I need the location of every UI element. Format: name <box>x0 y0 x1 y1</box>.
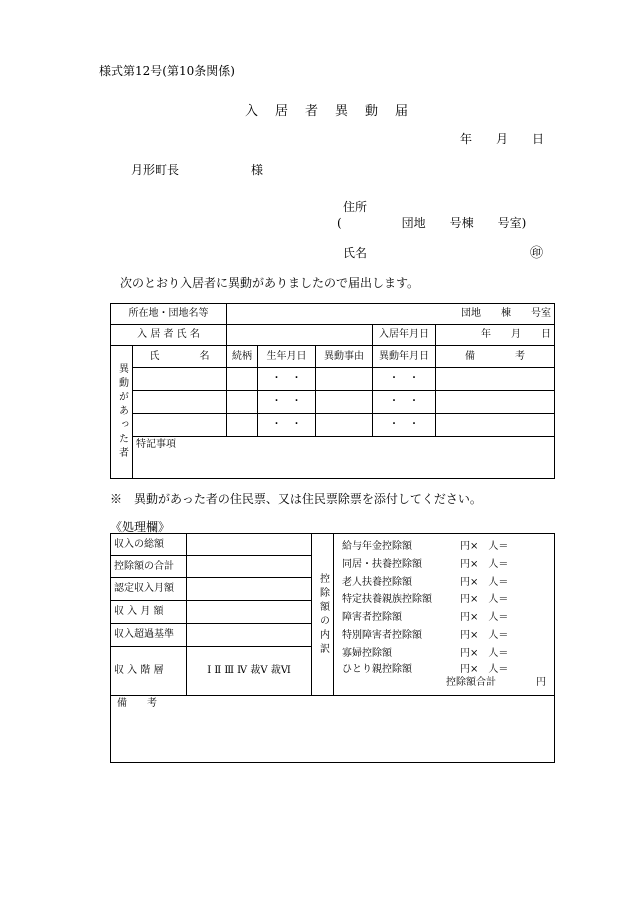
row-reason[interactable] <box>316 391 373 414</box>
deduction-total[interactable]: 控除額合計 円 <box>446 676 546 688</box>
header-name: 氏 名 <box>133 346 227 368</box>
header-remarks: 備 考 <box>436 346 555 368</box>
row-relation[interactable] <box>227 414 258 437</box>
table-row <box>111 368 555 391</box>
list-item <box>342 556 546 574</box>
total-income-label: 収入の総額 <box>111 534 187 556</box>
income-level-options[interactable]: Ⅰ Ⅱ Ⅲ Ⅳ 裁Ⅴ 裁Ⅵ <box>187 647 312 696</box>
address-detail[interactable]: ( 団地 号棟 号室) <box>337 216 527 230</box>
date-field[interactable]: 年 月 日 <box>460 132 545 146</box>
intro-text: 次のとおり入居者に異動がありましたので届出します。 <box>120 276 420 290</box>
income-limit-label: 収入超過基準 <box>111 624 187 647</box>
address-label: 住所 <box>343 200 368 214</box>
location-value[interactable]: 団地 棟 号室 <box>227 304 555 325</box>
table-row <box>111 391 555 414</box>
list-item <box>342 645 546 663</box>
row-change-date[interactable]: ・ ・ <box>373 368 436 391</box>
header-reason: 異動事由 <box>316 346 373 368</box>
changed-persons-label: 異動があった者 <box>111 346 133 479</box>
header-change-date: 異動年月日 <box>373 346 436 368</box>
income-level-label: 収 入 階 層 <box>111 647 187 696</box>
deduction-calc[interactable]: 円× 人＝ <box>460 629 509 641</box>
deduction-calc[interactable]: 円× 人＝ <box>460 541 509 552</box>
resident-name-label: 入 居 者 氏 名 <box>111 325 227 346</box>
move-in-label: 入居年月日 <box>373 325 436 346</box>
row-name[interactable] <box>133 391 227 414</box>
deduction-calc[interactable]: 円× 人＝ <box>460 647 509 659</box>
row-birthdate[interactable]: ・ ・ <box>258 391 316 414</box>
deduction-label: 特別障害者控除額 <box>342 629 422 641</box>
deduction-list <box>334 534 555 696</box>
deduction-total-label: 控除額の合計 <box>111 556 187 578</box>
list-item <box>342 627 546 645</box>
monthly-income-label: 収 入 月 額 <box>111 601 187 624</box>
list-item <box>342 609 546 627</box>
deduction-breakdown-label: 控除額の内訳 <box>312 534 334 696</box>
list-item <box>342 591 546 609</box>
deduction-label: 給与年金控除額 <box>342 541 412 552</box>
special-notes-label: 特記事項 <box>136 439 176 450</box>
header-birthdate: 生年月日 <box>258 346 316 368</box>
header-relation: 続柄 <box>227 346 258 368</box>
certified-income-field[interactable] <box>187 578 312 601</box>
deduction-label: 同居・扶養控除額 <box>342 558 422 570</box>
monthly-income-field[interactable] <box>187 601 312 624</box>
list-item <box>342 574 546 592</box>
deduction-calc[interactable]: 円× 人＝ <box>460 576 509 588</box>
row-remarks[interactable] <box>436 414 555 437</box>
income-limit-field[interactable] <box>187 624 312 647</box>
special-notes-field[interactable] <box>133 437 555 479</box>
change-table <box>110 303 555 479</box>
row-reason[interactable] <box>316 368 373 391</box>
row-name[interactable] <box>133 368 227 391</box>
name-label: 氏名 <box>343 246 368 260</box>
seal-mark: ㊞ <box>530 246 544 261</box>
processing-title: 《処理欄》 <box>110 520 171 534</box>
resident-name-field[interactable] <box>227 325 373 346</box>
remarks-field[interactable] <box>111 696 555 763</box>
form-number: 様式第12号(第10条関係) <box>99 64 235 78</box>
deduction-calc[interactable]: 円× 人＝ <box>460 558 509 570</box>
deduction-label: 特定扶養親族控除額 <box>342 594 432 606</box>
row-reason[interactable] <box>316 414 373 437</box>
row-relation[interactable] <box>227 368 258 391</box>
attachment-note: ※ 異動があった者の住民票、又は住民票除票を添付してください。 <box>110 492 482 506</box>
move-in-value[interactable]: 年 月 日 <box>436 325 555 346</box>
row-remarks[interactable] <box>436 368 555 391</box>
deduction-calc[interactable]: 円× 人＝ <box>460 663 509 675</box>
certified-income-label: 認定収入月額 <box>111 578 187 601</box>
row-relation[interactable] <box>227 391 258 414</box>
list-item <box>342 538 546 556</box>
total-income-field[interactable] <box>187 534 312 556</box>
location-label: 所在地・団地名等 <box>111 304 227 325</box>
deduction-label: 老人扶養控除額 <box>342 576 412 588</box>
table-row <box>111 414 555 437</box>
row-name[interactable] <box>133 414 227 437</box>
form-title: 入 居 者 異 動 届 <box>245 104 411 119</box>
processing-table <box>110 533 555 763</box>
remarks-label: 備 考 <box>117 698 157 709</box>
deduction-label: ひとり親控除額 <box>342 663 412 675</box>
deduction-calc[interactable]: 円× 人＝ <box>460 612 509 624</box>
row-birthdate[interactable]: ・ ・ <box>258 368 316 391</box>
row-remarks[interactable] <box>436 391 555 414</box>
addressee: 月形町長 様 <box>131 163 264 177</box>
row-change-date[interactable]: ・ ・ <box>373 391 436 414</box>
deduction-label: 障害者控除額 <box>342 612 402 624</box>
deduction-label: 寡婦控除額 <box>342 647 392 659</box>
row-birthdate[interactable]: ・ ・ <box>258 414 316 437</box>
list-item <box>342 663 546 677</box>
row-change-date[interactable]: ・ ・ <box>373 414 436 437</box>
deduction-calc[interactable]: 円× 人＝ <box>460 594 509 606</box>
deduction-total-field[interactable] <box>187 556 312 578</box>
